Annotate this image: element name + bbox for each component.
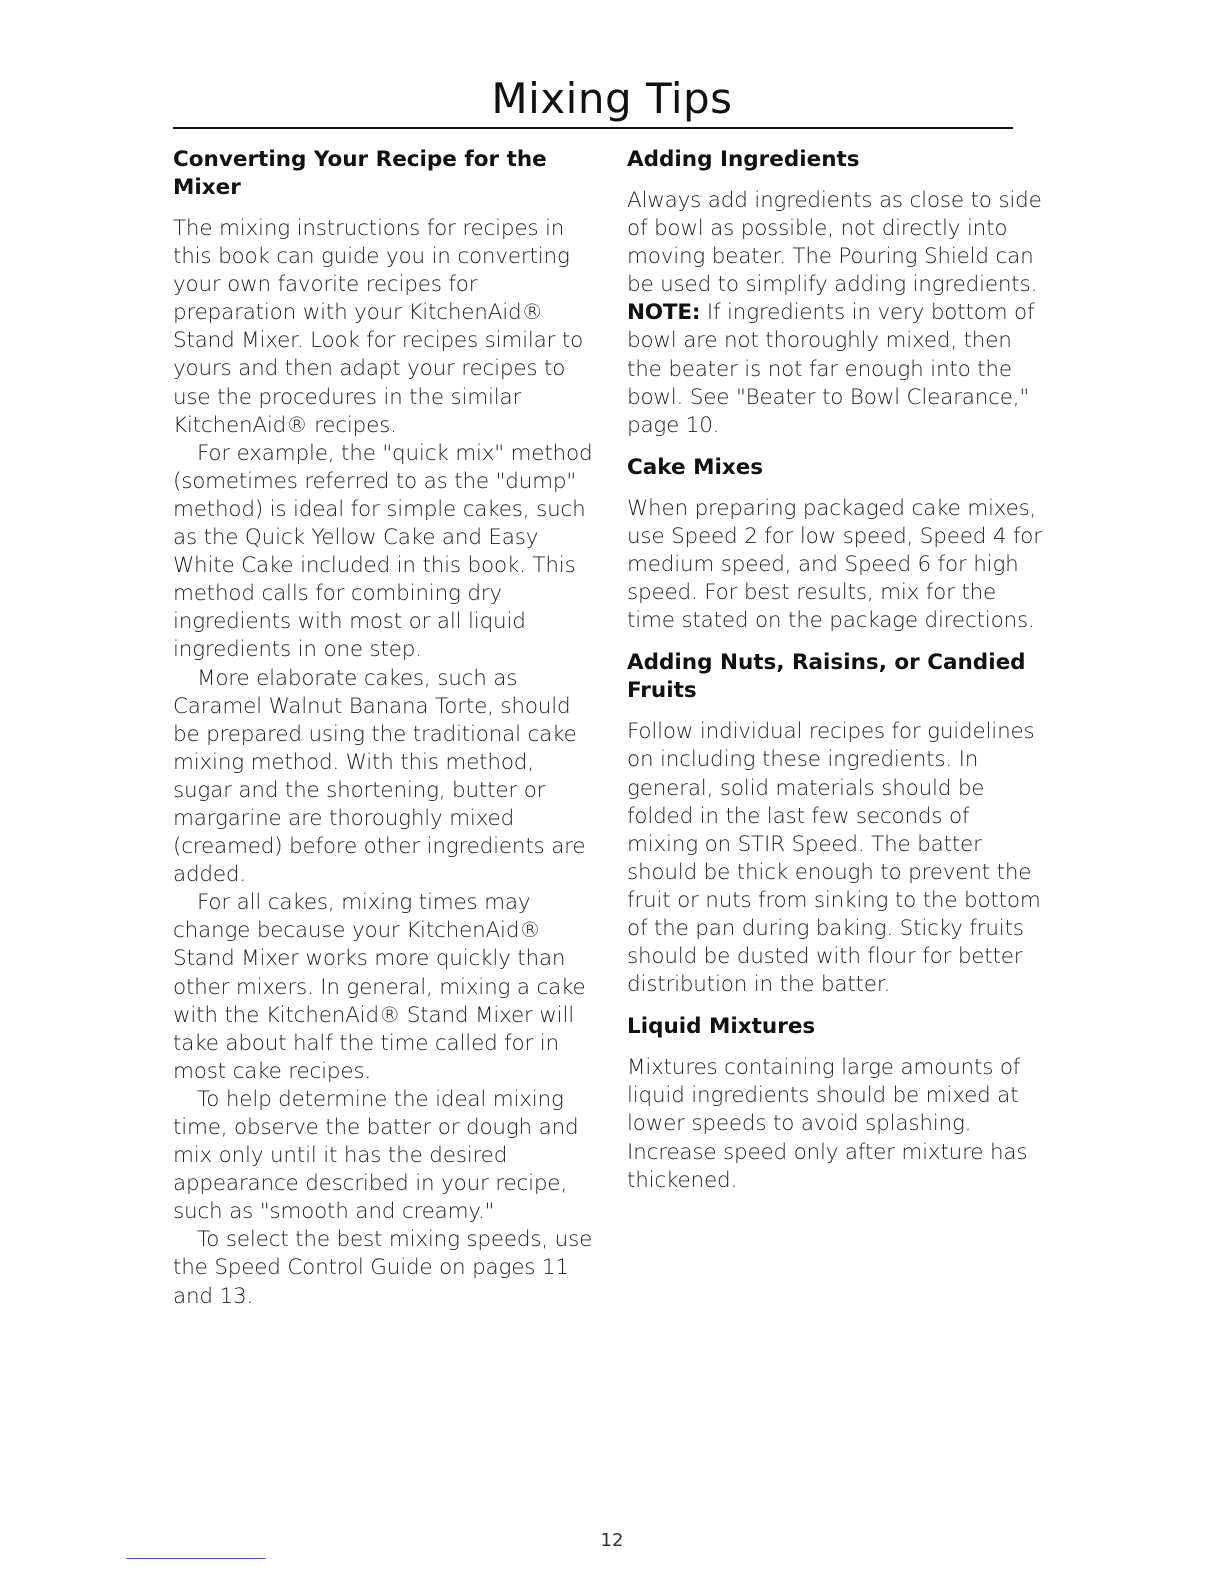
note-label: NOTE: (627, 300, 701, 326)
paragraph: The mixing instructions for recipes in this book can guide you in converting your own favorite recipes for preparation with your KitchenAid® Stand Mixer. Look for recipes similar to yours and then adapt your recipes to use the procedures in the similar KitchenAid® recipes. (173, 216, 584, 438)
section-adding-nuts (627, 649, 1042, 999)
paragraph: To help determine the ideal mixing time, observe the batter or dough and mix only until it has the desired appearance described in your recipe, such as "smooth and creamy." (173, 1086, 579, 1225)
footer-link-line (126, 1558, 266, 1559)
section-heading-liquid-mixtures: Liquid Mixtures (627, 1014, 816, 1040)
left-column (173, 146, 593, 1311)
paragraph: For all cakes, mixing times may change because your KitchenAid® Stand Mixer works more quickly than other mixers. In general, mixing a cake with the KitchenAid® Stand Mixer will take about half the time called for in most cake recipes. (173, 890, 586, 1084)
section-liquid-mixtures (627, 1013, 1042, 1194)
right-column (627, 146, 1042, 1195)
paragraph: Always add ingredients as close to side of bowl as possible, not directly into moving beater. The Pouring Shield can be used to simplify adding ingredients. (627, 188, 1042, 298)
note-paragraph (627, 299, 1042, 439)
section-adding-ingredients (627, 146, 1042, 440)
title-divider (173, 127, 1013, 129)
note-text: If ingredients in very bottom of bowl are not thoroughly mixed, then the beater is not far enough into the bowl. See "Beater to Bowl Clearance," page 10. (627, 300, 1035, 438)
paragraph: Follow individual recipes for guidelines on including these ingredients. In general, solid materials should be folded in the last few seconds of mixing on STIR Speed. The batter should be thick enough to prevent the fruit or nuts from sinking to the bottom of the pan during baking. Sticky fruits should be dusted with flour for better distribution in the batter. (627, 719, 1041, 998)
paragraph: More elaborate cakes, such as Caramel Walnut Banana Torte, should be prepared using the traditional cake mixing method. With this method, sugar and the shortening, butter or margarine are thoroughly mixed (creamed) before other ingredients are added. (173, 665, 586, 888)
paragraph: For example, the "quick mix" method (sometimes referred to as the "dump" method) is ideal for simple cakes, such as the Quick Yellow Cake and Easy White Cake included in this book. This method calls for combining dry ingredients with most or all liquid ingredients in one step. (173, 440, 593, 663)
page-title: Mixing Tips (491, 74, 733, 123)
paragraph: When preparing packaged cake mixes, use Speed 2 for low speed, Speed 4 for medium speed, and Speed 6 for high speed. For best results, mix for the time stated on the package directions. (627, 495, 1042, 634)
section-heading-cake-mixes: Cake Mixes (627, 454, 764, 480)
section-heading-adding-ingredients: Adding Ingredients (627, 147, 860, 172)
paragraph: Mixtures containing large amounts of liquid ingredients should be mixed at lower speeds to avoid splashing. Increase speed only after mixture has thickened. (627, 1055, 1028, 1193)
page-number: 12 (600, 1530, 624, 1551)
section-heading-adding-nuts: Adding Nuts, Raisins, or Candied Fruits (627, 650, 1026, 704)
section-cake-mixes (627, 454, 1042, 635)
section-heading-converting-recipe: Converting Your Recipe for the Mixer (173, 147, 547, 200)
paragraph: To select the best mixing speeds, use the Speed Control Guide on pages 11 and 13. (173, 1227, 593, 1309)
